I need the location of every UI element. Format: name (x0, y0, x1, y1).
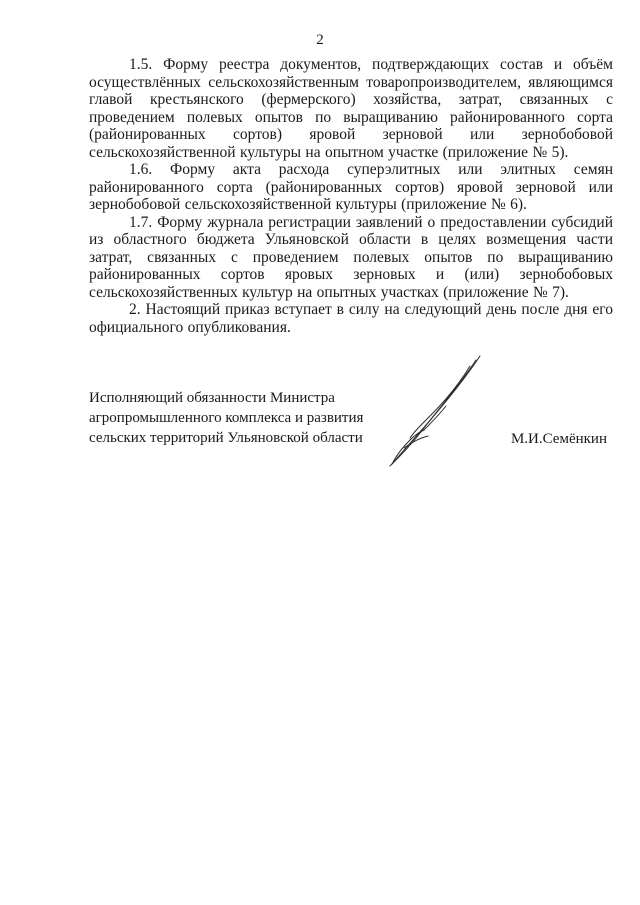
signer-position-line: Исполняющий обязанности Министра (89, 390, 335, 406)
paragraph-1-6: 1.6. Форму акта расхода суперэлитных или элитных семян районированного сорта (районированных сортов) яровой зерновой или зернобобовой сельскохозяйственной культуры (приложение № 6). (89, 161, 613, 213)
handwritten-signature (380, 352, 490, 472)
signer-position-line: агропромышленного комплекса и развития (89, 410, 364, 426)
signer-position (89, 388, 363, 448)
page-number: 2 (316, 32, 324, 48)
paragraph-1-5: 1.5. Форму реестра документов, подтверждающих состав и объём осуществлённых сельскохозяйственным товаропроизводителем, являющимся главой крестьянского (фермерского) хозяйства, затрат, связанных с проведением полевых опытов по выращиванию районированного сорта (районированных сортов) яровой зерновой или зернобобовой сельскохозяйственной культуры на опытном участке (приложение № 5). (89, 56, 613, 161)
paragraph-1-7: 1.7. Форму журнала регистрации заявлений о предоставлении субсидий из областного бюджета Ульяновской области в целях возмещения части затрат, связанных с проведением полевых опытов по выращиванию районированных сортов яровых зерновых и (или) зернобобовых сельскохозяйственных культур на опытных участках (приложение № 7). (89, 213, 613, 301)
signature-block (89, 388, 613, 478)
paragraph-2: 2. Настоящий приказ вступает в силу на следующий день после дня его официального опубликования. (89, 301, 613, 336)
document-body (89, 56, 613, 336)
signer-name: М.И.Семёнкин (510, 431, 607, 447)
signer-position-line: сельских территорий Ульяновской области (89, 430, 363, 446)
